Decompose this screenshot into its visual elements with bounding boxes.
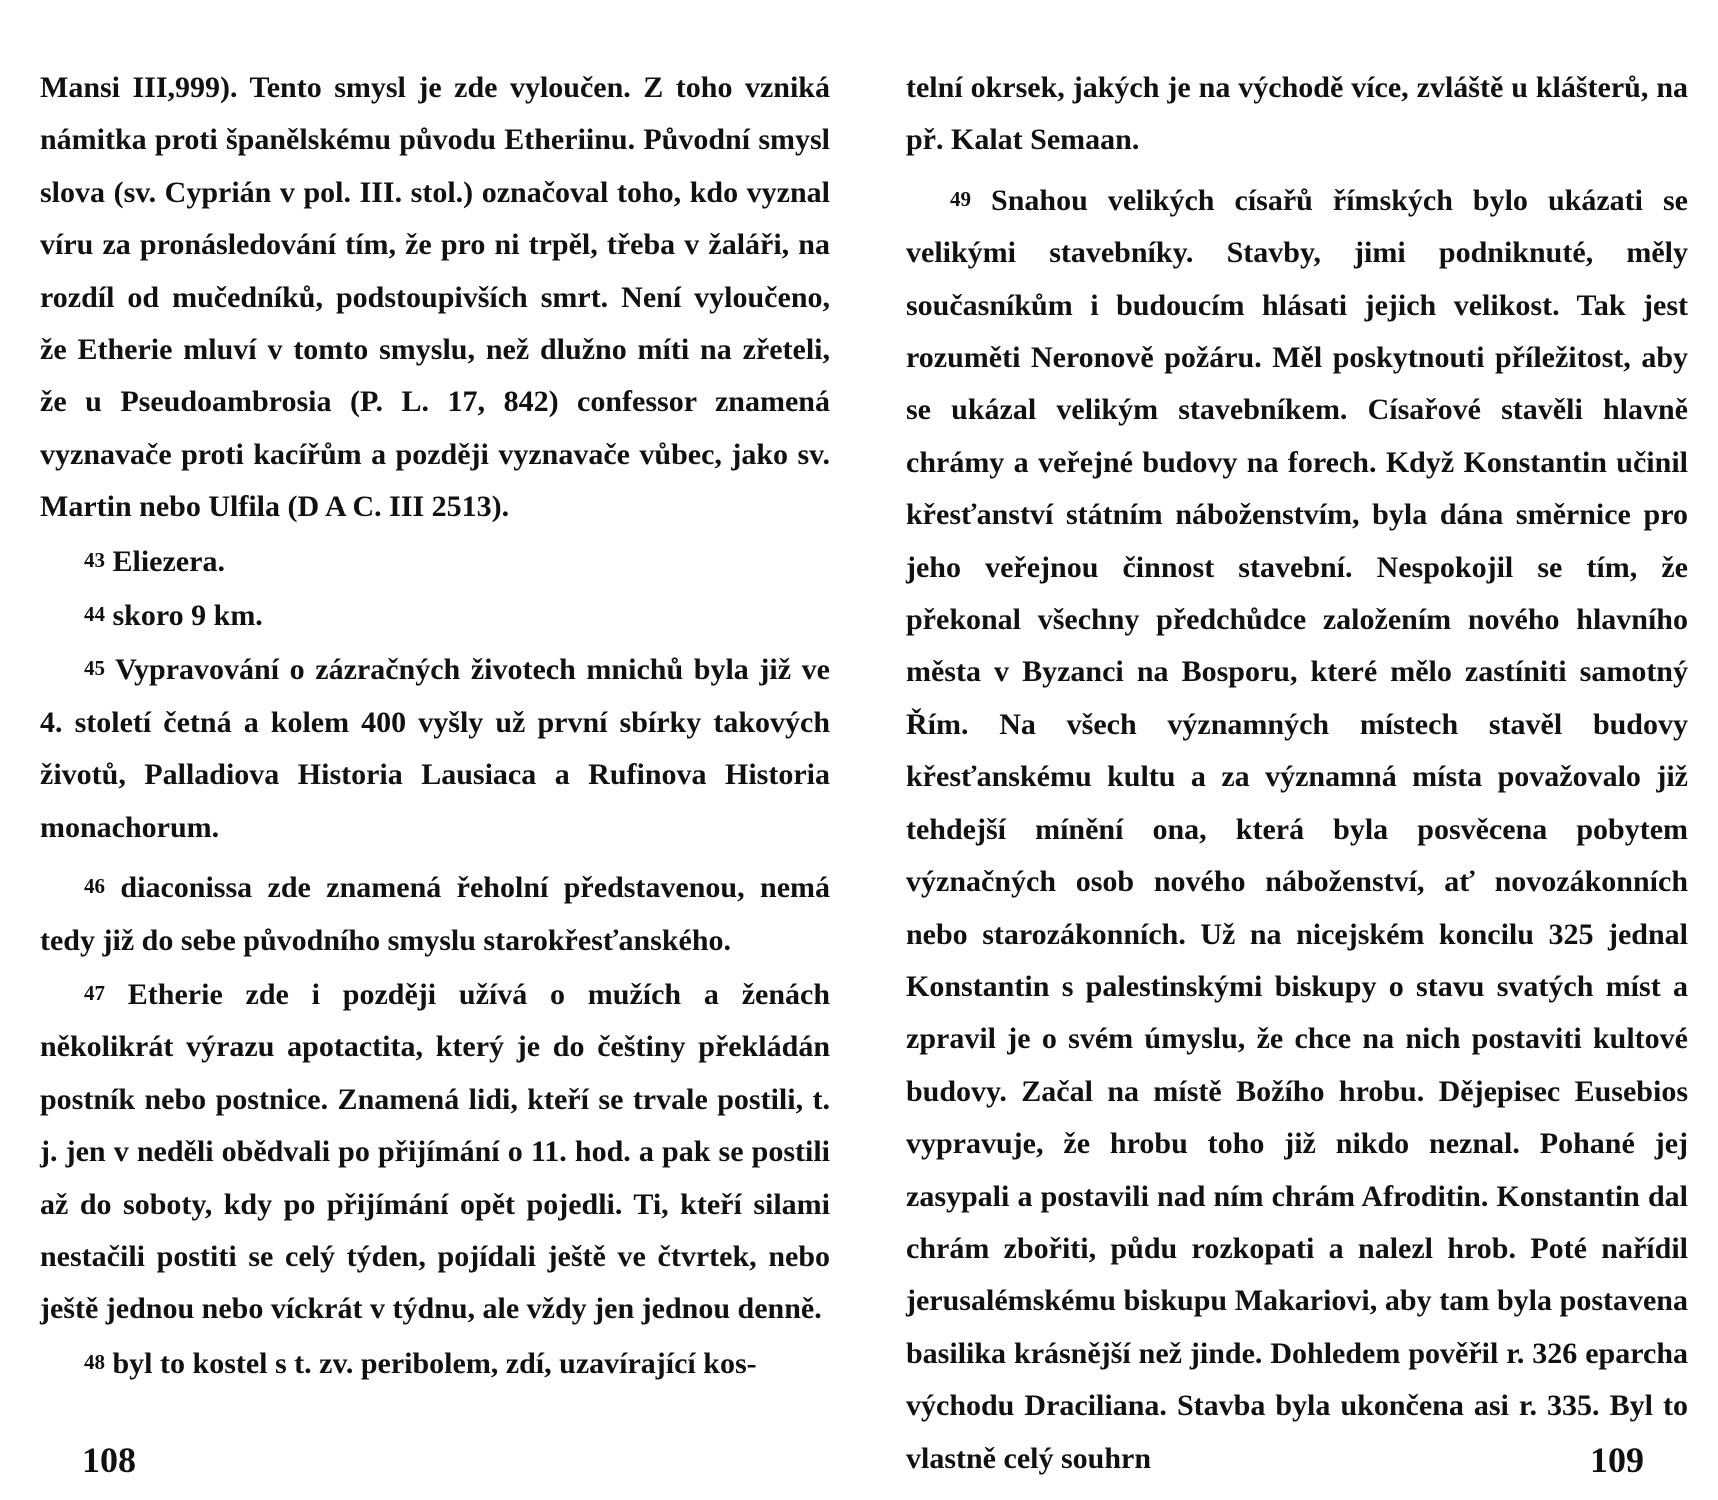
footnote-number: 44	[84, 602, 105, 627]
footnote-49	[906, 173, 1688, 1485]
footnote-43	[40, 534, 830, 588]
footnote-44	[40, 588, 830, 642]
footnote-number: 46	[84, 874, 105, 899]
right-page	[906, 62, 1688, 1485]
footnote-continuation	[906, 62, 1688, 167]
footnote-number: 43	[84, 547, 105, 572]
page-number-left: 108	[82, 1440, 136, 1480]
footnote-text: byl to kostel s t. zv. peribolem, zdí, uzavírající kos-	[112, 1346, 757, 1380]
page-number-right: 109	[1590, 1440, 1644, 1480]
footnote-47	[40, 967, 830, 1336]
paragraph-text: Mansi III,999). Tento smysl je zde vyloučen. Z toho vzniká námitka proti španělskému původu Etheriinu. Původní smysl slova (sv. Cyprián v pol. III. stol.) označoval toho, kdo vyznal víru za pronásledování tím, že pro ni trpěl, třeba v žaláři, na rozdíl od mučedníků, podstoupivších smrt. Není vyloučeno, že Etherie mluví v tomto smyslu, než dlužno míti na zřeteli, že u Pseudoambrosia (P. L. 17, 842) confessor znamená vyznavače proti kacířům a později vyznavače vůbec, jako sv. Martin nebo Ulfila (D A C. III 2513).	[40, 71, 830, 524]
footnote-number: 48	[84, 1349, 105, 1374]
footnote-number: 49	[950, 186, 971, 211]
footnote-46	[40, 860, 830, 967]
footnote-48	[40, 1336, 830, 1390]
left-page	[40, 62, 830, 1390]
footnote-number: 47	[84, 980, 105, 1005]
footnote-text: diaconissa zde znamená řeholní představenou, nemá tedy již do sebe původního smyslu starokřesťanského.	[40, 871, 830, 957]
footnote-text: skoro 9 km.	[112, 599, 263, 633]
footnote-text: Etherie zde i později užívá o mužích a ženách několikrát výrazu apotactita, který je do češtiny překládán postník nebo postnice. Znamená lidi, kteří se trvale postili, t. j. jen v neděli obědvali po přijímání o 11. hod. a pak se postili až do soboty, kdy po přijímání opět pojedli. Ti, kteří silami nestačili postiti se celý týden, pojídali ještě ve čtvrtek, nebo ještě jednou nebo víckrát v týdnu, ale vždy jen jednou denně.	[40, 977, 831, 1326]
paragraph-text: telní okrsek, jakých je na východě více, zvláště u klášterů, na př. Kalat Semaan.	[906, 71, 1688, 157]
footnote-text: Snahou velikých císařů římských bylo ukázati se velikými stavebníky. Stavby, jimi podniknuté, měly současníkům i budoucím hlásati jejich velikost. Tak jest rozuměti Neronově požáru. Měl poskytnouti příležitost, aby se ukázal velikým stavebníkem. Císařové stavěli hlavně chrámy a veřejné budovy na forech. Když Konstantin učinil křesťanství státním náboženstvím, byla dána směrnice pro jeho veřejnou činnost stavební. Nespokojil se tím, že překonal všechny předchůdce založením nového hlavního města v Byzanci na Bosporu, které mělo zastíniti samotný Řím. Na všech významných místech stavěl budovy křesťanskému kultu a za významná místa považovalo již tehdejší mínění ona, která byla posvěcena pobytem význačných osob nového náboženství, ať novozákonních nebo starozákonních. Už na nicejském koncilu 325 jednal Konstantin s palestinskými biskupy o stavu svatých míst a zpravil je o svém úmyslu, že chce na nich postaviti kultové budovy. Začal na místě Božího hrobu. Dějepisec Eusebios vypravuje, že hrobu toho již nikdo neznal. Pohané jej zasypali a postavili nad ním chrám Afroditin. Konstantin dal chrám zbořiti, půdu rozkopati a nalezl hrob. Poté nařídil jerusalémskému biskupu Makariovi, aby tam byla postavena basilika krásnější než jinde. Dohledem pověřil r. 326 eparcha východu Draciliana. Stavba byla ukončena asi r. 335. Byl to vlastně celý souhrn	[906, 183, 1689, 1475]
footnote-text: Vypravování o zázračných životech mnichů byla již ve 4. století četná a kolem 400 vyšly už první sbírky takových životů, Palladiova Historia Lausiaca a Rufinova Historia monachorum.	[40, 653, 830, 844]
footnote-45	[40, 642, 830, 854]
footnote-continuation	[40, 62, 830, 534]
footnote-text: Eliezera.	[112, 544, 225, 578]
footnote-number: 45	[84, 656, 105, 681]
